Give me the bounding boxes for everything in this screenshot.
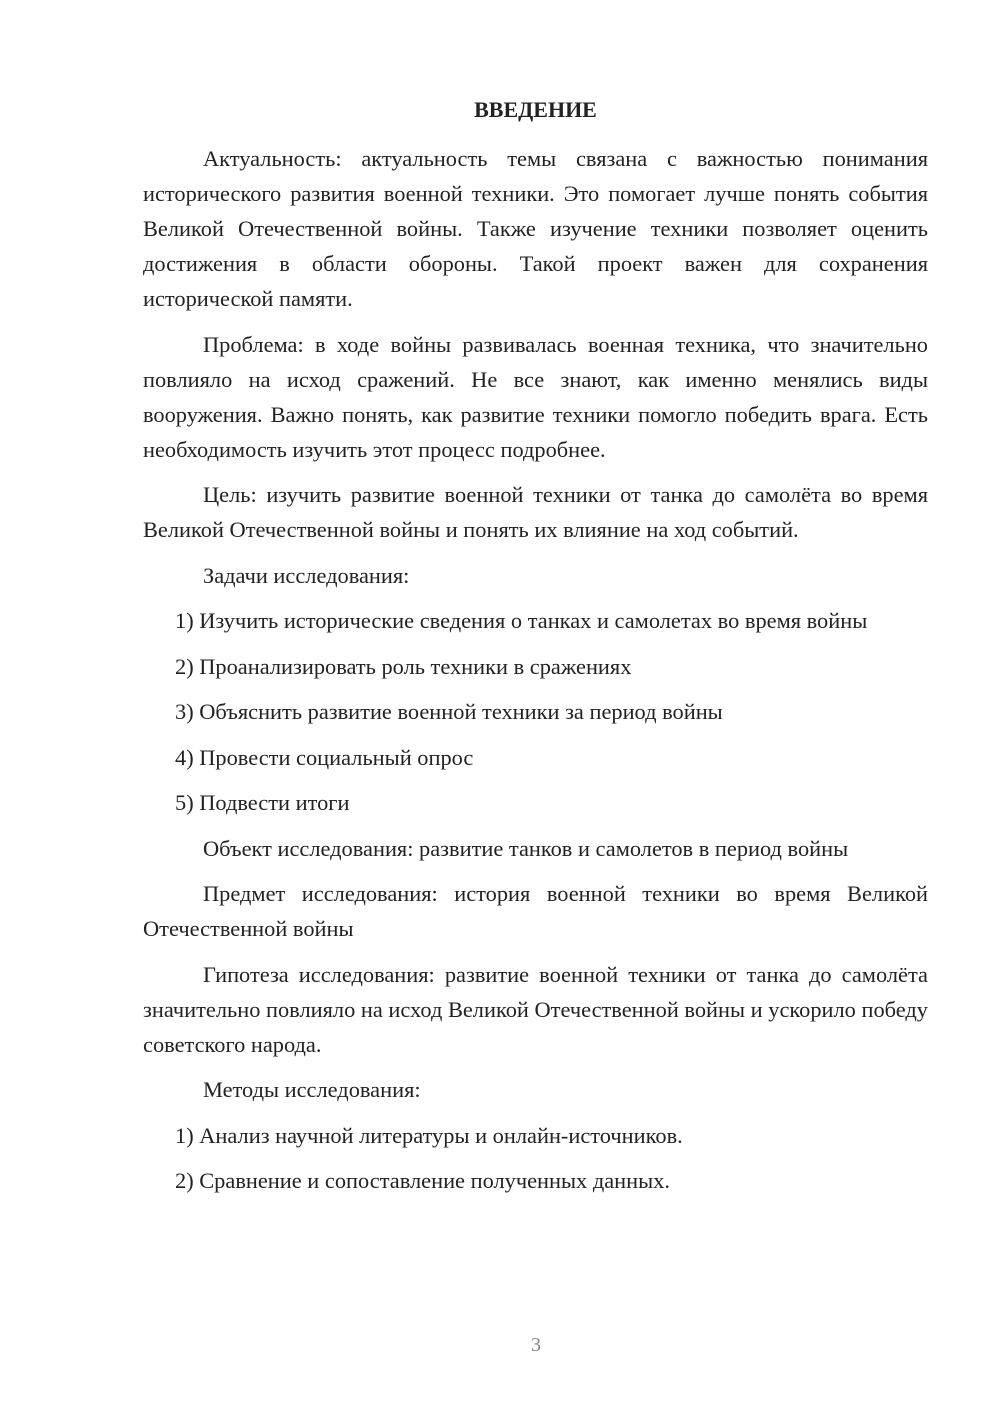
problem-paragraph: Проблема: в ходе войны развивалась военная техника, что значительно повлияло на исход сражений. Не все знают, как именно менялись виды вооружения. Важно понять, как развитие техники помогло победить врага. Есть необходимость изучить этот процесс подробнее.: [143, 331, 928, 462]
method-item: 2) Сравнение и сопоставление полученных данных.: [175, 1168, 670, 1193]
task-item: 5) Подвести итоги: [175, 790, 350, 815]
goal-paragraph: Цель: изучить развитие военной техники от танка до самолёта во время Великой Отечественной войны и понять их влияние на ход событий.: [143, 482, 928, 542]
task-item: 1) Изучить исторические сведения о танках и самолетах во время войны: [175, 608, 868, 633]
section-title: ВВЕДЕНИЕ: [474, 97, 597, 122]
document-page: [143, 94, 928, 1209]
tasks-heading: Задачи исследования:: [203, 562, 410, 588]
object-paragraph: Объект исследования: развитие танков и самолетов в период войны: [203, 835, 849, 861]
task-item: 2) Проанализировать роль техники в сражениях: [175, 653, 632, 679]
page-number: 3: [531, 1334, 541, 1356]
method-item: 1) Анализ научной литературы и онлайн-источников.: [175, 1122, 683, 1148]
hypothesis-paragraph: Гипотеза исследования: развитие военной техники от танка до самолёта значительно повлияло на исход Великой Отечественной войны и ускорило победу советского народа.: [143, 961, 928, 1057]
task-item: 4) Провести социальный опрос: [175, 744, 474, 770]
task-item: 3) Объяснить развитие военной техники за период войны: [175, 699, 723, 724]
relevance-paragraph: Актуальность: актуальность темы связана с важностью понимания исторического развития военной техники. Это помогает лучше понять события Великой Отечественной войны. Также изучение техники позволяет оценить достижения в области обороны. Такой проект важен для сохранения исторической памяти.: [143, 146, 928, 311]
methods-heading: Методы исследования:: [203, 1077, 421, 1102]
subject-paragraph: Предмет исследования: история военной техники во время Великой Отечественной войны: [143, 881, 928, 941]
